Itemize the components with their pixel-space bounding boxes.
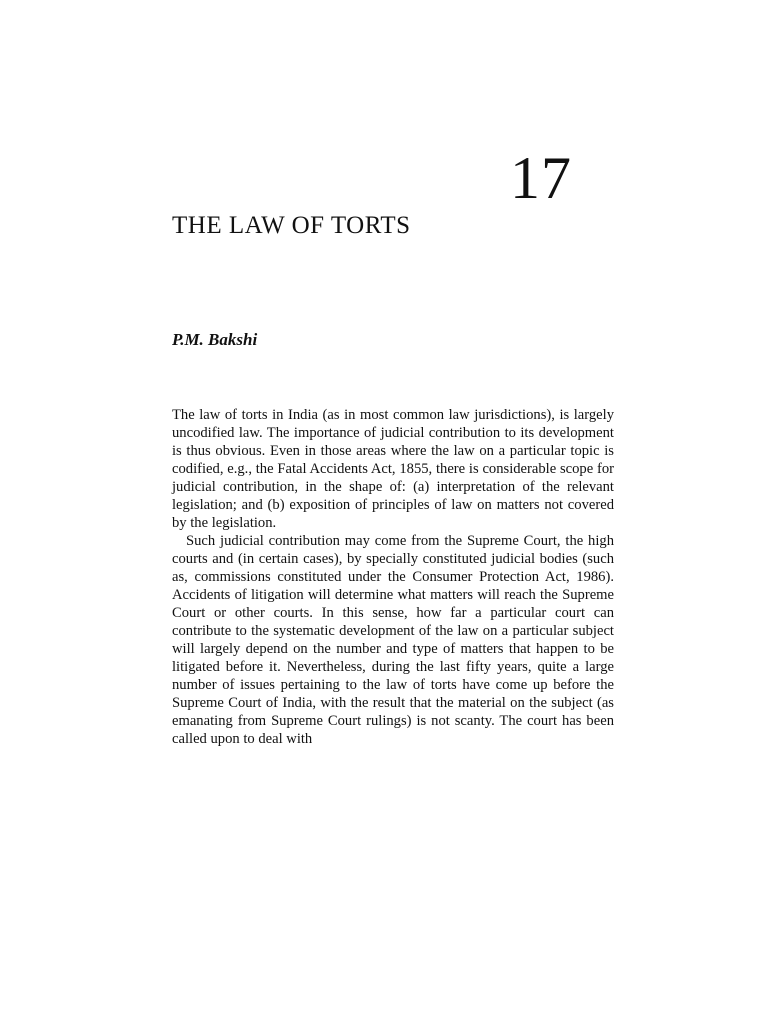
paragraph-2: Such judicial contribution may come from the Supreme Court, the high courts and (in certain cases), by specially constituted judicial bodies (such as, commissions constituted under the Consumer Protection Act, 1986). Accidents of litigation will determine what matters will reach the Supreme Court or other courts. In this sense, how far a particular court can contribute to the systematic development of the law on a particular subject will largely depend on the number and type of matters that happen to be litigated before it. Nevertheless, during the last fifty years, quite a large number of issues pertaining to the law of torts have come up before the Supreme Court of India, with the result that the material on the subject (as emanating from Supreme Court rulings) is not scanty. The court has been called upon to deal with	[172, 533, 614, 747]
author-name: P.M. Bakshi	[172, 330, 258, 349]
paragraph-1: The law of torts in India (as in most common law jurisdictions), is largely uncodified law. The importance of judicial contribution to its development is thus obvious. Even in those areas where the law on a particular topic is codified, e.g., the Fatal Accidents Act, 1855, there is considerable scope for judicial contribution, in the shape of: (a) interpretation of the relevant legislation; and (b) exposition of principles of law on matters not covered by the legislation.	[172, 407, 614, 531]
chapter-number: 17	[510, 145, 572, 211]
chapter-title: THE LAW OF TORTS	[172, 212, 411, 239]
body-text	[172, 406, 614, 748]
